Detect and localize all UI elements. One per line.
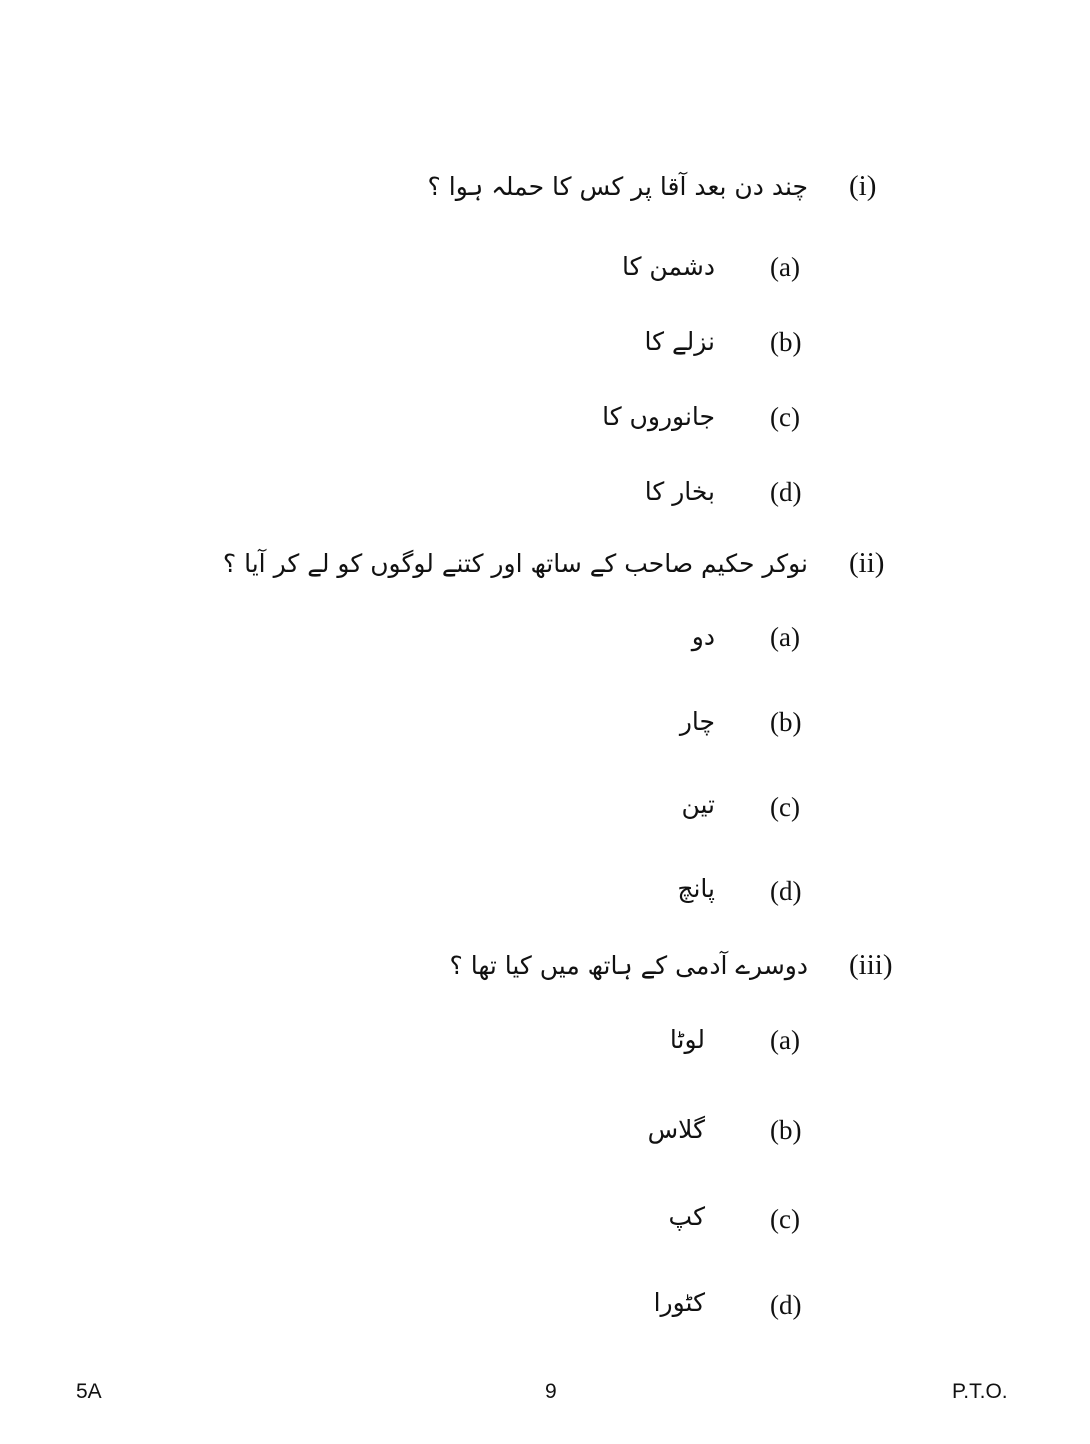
option-letter: (d) [770, 876, 802, 906]
option-letter: (d) [770, 1290, 802, 1320]
option-letter: (b) [770, 1115, 802, 1145]
option-letter: (c) [770, 402, 800, 432]
option-text: کٹورا [653, 1288, 705, 1317]
option-text: لوٹا [669, 1025, 705, 1054]
option-letter: (d) [770, 477, 802, 507]
option-text: گلاس [647, 1115, 705, 1144]
option-text: بخار کا [644, 477, 715, 506]
question-number: (iii) [849, 949, 893, 981]
option-letter: (a) [770, 1025, 800, 1055]
question-text: دوسرے آدمی کے ہاتھ میں کیا تھا ؟ [449, 951, 808, 980]
option-text: چار [679, 707, 715, 736]
option-letter: (a) [770, 252, 800, 282]
option-text: دو [691, 622, 715, 651]
option-letter: (b) [770, 327, 802, 357]
option-letter: (b) [770, 707, 802, 737]
option-text: تین [681, 790, 715, 819]
question-number: (ii) [849, 547, 885, 579]
option-text: دشمن کا [621, 252, 715, 281]
question-text: نوکر حکیم صاحب کے ساتھ اور کتنے لوگوں کو لے کر آیا ؟ [222, 549, 808, 578]
option-letter: (a) [770, 622, 800, 652]
option-text: جانوروں کا [602, 402, 715, 431]
option-letter: (c) [770, 792, 800, 822]
option-letter: (c) [770, 1204, 800, 1234]
pto-label: P.T.O. [952, 1380, 1008, 1403]
option-text: نزلے کا [644, 327, 715, 356]
option-text: پانچ [677, 874, 715, 903]
page-number: 9 [545, 1380, 557, 1403]
paper-code: 5A [76, 1380, 102, 1403]
question-text: چند دن بعد آقا پر کس کا حملہ ہوا ؟ [427, 172, 808, 201]
option-text: کپ [668, 1202, 705, 1231]
question-number: (i) [849, 170, 877, 202]
